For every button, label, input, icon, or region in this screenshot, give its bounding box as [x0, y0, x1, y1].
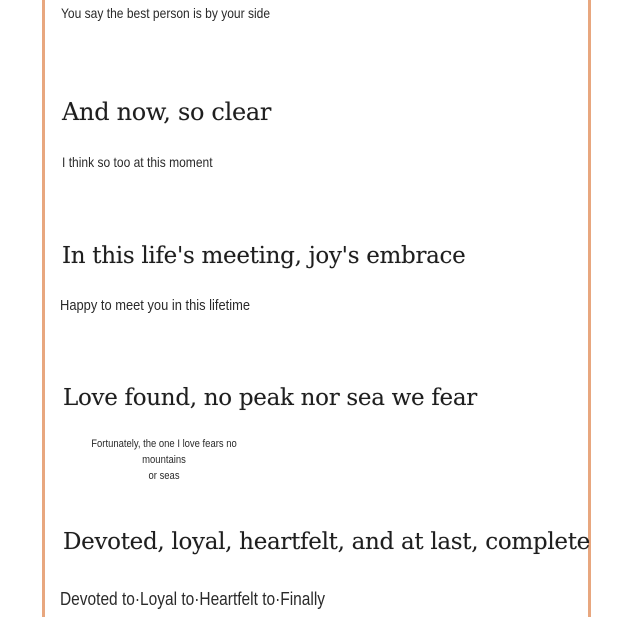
caption-line-4-part-2: or seas	[148, 470, 180, 482]
caption-line-5: Devoted to·Loyal to·Heartfelt to·Finally	[60, 589, 326, 609]
left-border-line	[42, 0, 45, 617]
heading-line-2: In this life's meeting, joy's embrace	[62, 243, 466, 269]
caption-line-4-part-1: Fortunately, the one I love fears no mountains	[91, 438, 237, 466]
heading-line-3: Love found, no peak nor sea we fear	[63, 385, 477, 411]
heading-line-4: Devoted, loyal, heartfelt, and at last, complete	[63, 529, 590, 555]
caption-line-4	[64, 436, 264, 484]
caption-line-2: I think so too at this moment	[62, 154, 213, 170]
caption-line-1: You say the best person is by your side	[61, 5, 271, 21]
caption-line-3: Happy to meet you in this lifetime	[60, 297, 251, 314]
heading-line-1: And now, so clear	[62, 98, 272, 126]
right-border-line	[588, 0, 591, 617]
